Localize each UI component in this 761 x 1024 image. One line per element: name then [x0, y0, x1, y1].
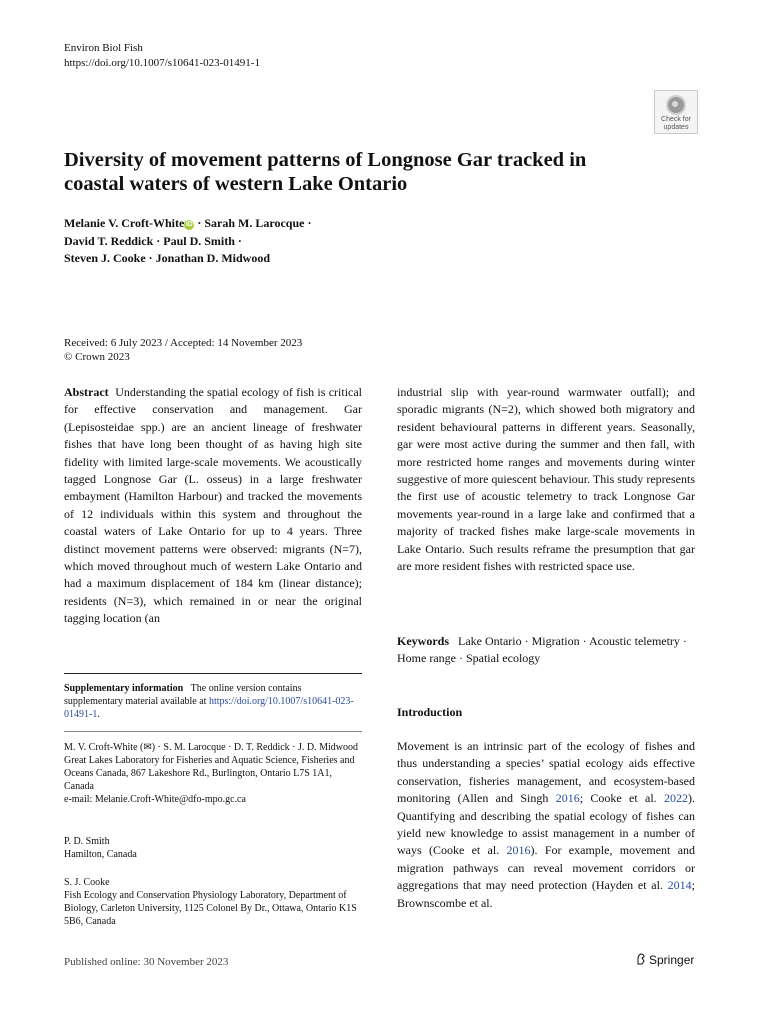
affiliation-block — [64, 876, 362, 928]
publisher-logo — [636, 953, 694, 967]
citation-link[interactable]: 2014 — [667, 878, 692, 893]
keywords — [397, 633, 695, 668]
introduction-text — [397, 738, 695, 912]
introduction-heading: Introduction — [397, 705, 463, 719]
supplementary-link[interactable]: https://doi.org/10.1007/s10641-023-01491-1 — [64, 696, 354, 720]
intro-text-2: ; Cooke et al. — [579, 791, 657, 806]
affiliation-line: Great Lakes Laboratory for Fisheries and Aquatic Science, Fisheries and Oceans Canada, 867 Lakeshore Rd., Burlington, Ontario L7S 1A1, Canada — [64, 755, 355, 792]
article-title: Diversity of movement patterns of Longnose Gar tracked in coastal waters of western Lake Ontario — [64, 149, 587, 195]
affiliation-block — [64, 835, 362, 861]
affiliation-names: P. D. Smith — [64, 836, 110, 847]
published-online: Published online: 30 November 2023 — [64, 956, 229, 968]
copyright: © Crown 2023 — [64, 351, 130, 363]
affiliation-email[interactable]: e-mail: Melanie.Croft-White@dfo-mpo.gc.ca — [64, 794, 246, 805]
abstract-label: Abstract — [64, 385, 109, 399]
citation-link[interactable]: 2016 — [506, 843, 531, 858]
orcid-icon[interactable]: iD — [185, 221, 193, 228]
supplementary-info — [64, 682, 362, 721]
affiliation-names: M. V. Croft-White (✉) · S. M. Larocque · D. T. Reddick · J. D. Midwood — [64, 742, 358, 753]
keywords-text: Lake Ontario · Migration · Acoustic telemetry · Home range · Spatial ecology — [397, 634, 687, 666]
article-doi[interactable]: https://doi.org/10.1007/s10641-023-01491-1 — [64, 57, 260, 69]
badge-line-1: Check for — [661, 116, 691, 123]
abstract-column-1 — [64, 384, 362, 628]
affiliation-divider — [64, 731, 362, 732]
supplementary-end: . — [97, 709, 100, 720]
publisher-name: Springer — [649, 953, 695, 967]
affiliation-names: S. J. Cooke — [64, 877, 110, 888]
affiliation-line: Hamilton, Canada — [64, 849, 137, 860]
citation-link[interactable]: 2022 — [664, 791, 689, 806]
check-for-updates-badge[interactable] — [654, 90, 698, 134]
affiliation-block — [64, 741, 362, 806]
intro-text-4: ). For example, movement and migration pathways can reveal movement corridors or aggregations that may need protection (Hayden et al. — [397, 843, 696, 893]
abstract-text-1: Understanding the spatial ecology of fish is critical for effective conservation and management. Gar (Lepisosteidae spp.) are an ancient lineage of freshwater fishes that have long been thought of as having high site fidelity with limited large-scale movements. We acoustically tagged Longnose Gar (L. osseus) in a large freshwater embayment (Hamilton Harbour) and tracked the movements of 12 individuals within this system and throughout the coastal waters of Lake Ontario for up to 4 years. Three distinct movement patterns were observed: migrants (N=7), which moved throughout much of western Lake Ontario and had a maximum displacement of 184 km (linear distance); residents (N=3), which remained in or near the original tagging location (an — [64, 385, 363, 626]
supplementary-label: Supplementary information — [64, 683, 184, 694]
supplementary-text: The online version contains supplementary material available at — [64, 683, 302, 707]
affiliation-line: Fish Ecology and Conservation Physiology Laboratory, Department of Biology, Carleton University, 1125 Colonel By Dr., Ottawa, Ontario K1S 5B6, Canada — [64, 890, 357, 927]
author-line-3: Steven J. Cooke · Jonathan D. Midwood — [64, 251, 271, 265]
intro-text-3: ). Quantifying and describing the spatial ecology of fishes can yield new knowledge to assist management in a number of ways (Cooke et al. — [397, 791, 696, 858]
footnote-divider — [64, 673, 362, 674]
check-for-updates-icon — [666, 95, 686, 115]
badge-line-2: updates — [663, 124, 689, 131]
author-line-2: David T. Reddick · Paul D. Smith · — [64, 233, 242, 248]
article-dates — [64, 336, 302, 364]
author-list — [64, 215, 394, 268]
author-croft-white[interactable]: Melanie V. Croft-White — [64, 216, 185, 230]
journal-name: Environ Biol Fish — [64, 42, 143, 54]
citation-link[interactable]: 2016 — [555, 791, 580, 806]
author-line-1-rest: · Sarah M. Larocque · — [194, 216, 312, 230]
abstract-column-2: industrial slip with year-round warmwater outfall); and sporadic migrants (N=2), which showed both migratory and resident behavioural patterns in different years. Seasonally, gar were most active during the summer and then fall, with more restricted home ranges and movements during winter suggestive of more quiescent behaviour. This study represents the first use of acoustic telemetry to track Longnose Gar movements year-round in a large lake and confirmed that a majority of tracked fishes make large-scale movements in Lake Ontario. Such results reframe the presumption that gar are more resident fishes with restricted space use. — [397, 385, 695, 574]
intro-text-1: Movement is an intrinsic part of the ecology of fishes and thus understanding a species’ spatial ecology aids effective conservation, fisheries management, and ecosystem-based monitoring (Allen and Singh — [397, 739, 695, 806]
intro-text-5: ; Brownscombe et al. — [397, 878, 695, 910]
keywords-label: Keywords — [397, 634, 449, 648]
springer-horse-icon — [636, 953, 646, 965]
received-accepted: Received: 6 July 2023 / Accepted: 14 November 2023 — [64, 337, 303, 349]
